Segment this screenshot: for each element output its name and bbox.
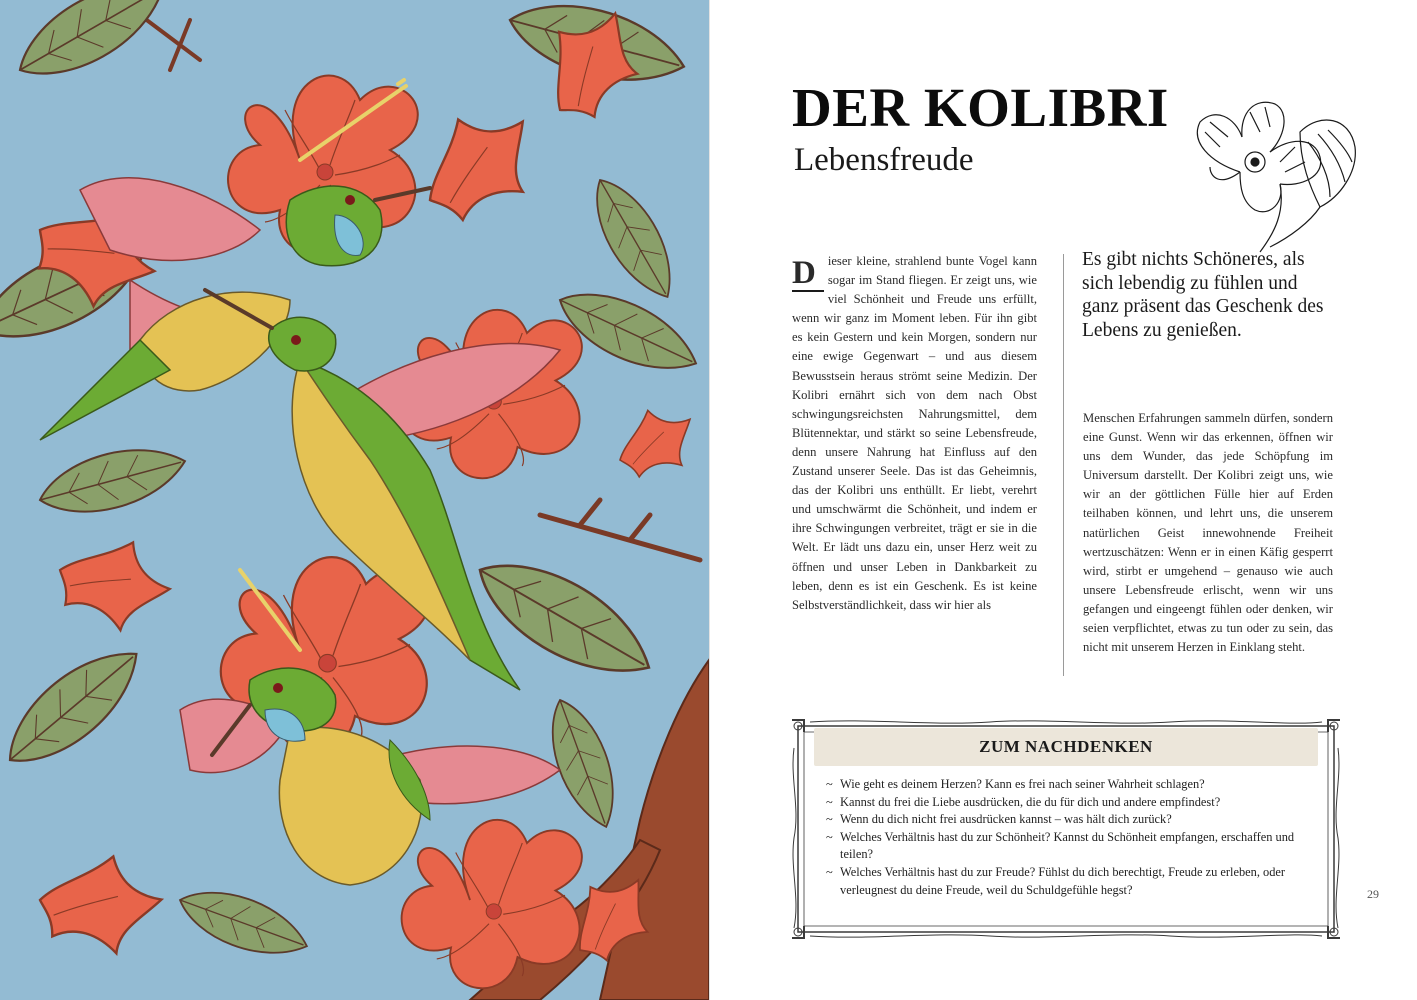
left-column-text: ieser kleine, strahlend bunte Vogel kann sogar im Stand fliegen. Er zeigt uns, wie viel Schönheit und Freude uns erfüllt, wenn wir ganz im Moment leben. Für ihn gibt es kein Gestern und kein Morgen, sondern nur eine ewige Gegenwart – und aus diesem Bewusstsein heraus strömt seine Medizin. Der Kolibri ernährt sich von dem nach Obst schwingungsreichsten Nahrungsmittel, dem Blütennektar, und stärkt so seine Lebensfreude, denn unsere Nahrung hat Einfluss auf den Zustand unserer Seele. Das ist das Geheimnis, das der Kolibri uns enthüllt. Er liebt, verehrt und umschwärmt die Schönheit, und indem er ihre Schwingungen verbreitet, trägt er sie in die Welt. Er lädt uns dazu ein, unser Herz weit zu öffnen und unser Leben in Dankbarkeit zu leben, denn es ist ein Geschenk. Es ist keine Selbstverständlichkeit, dass wir hier als [792,254,1037,612]
reflection-box [790,718,1342,940]
list-item: ~ Wenn du dich nicht frei ausdrücken kannst – was hält dich zurück? [826,811,1296,829]
body-text-right-column: Menschen Erfahrungen sammeln dürfen, sondern eine Gunst. Wenn wir das erkennen, öffnen wir uns dem Wunder, das jede Schöpfung im Universum darstellt. Der Kolibri zeigt uns, wie wir an der göttlichen Fülle hier auf Erden teilhaben können, und lehrt uns, die unserem natürlichen Geist innewohnende Freiheit wertzuschätzen: Wenn er in einen Käfig gesperrt wird, stirbt er umgehend – genauso wie auch unsere Lebensfreude erlischt, wenn wir uns gefangen und eingeengt fühlen oder denken, wir seien verpflichtet, etwas zu tun oder zu sein, das nicht mit unserem Herzen in Einklang steht. [1083,411,1333,655]
page-number: 29 [1367,887,1379,901]
pull-quote: Es gibt nichts Schöneres, als sich lebendig zu fühlen und ganz präsent das Geschenk des Lebens zu genießen. [1082,249,1324,342]
list-item: ~ Welches Verhältnis hast du zur Freude? Fühlst du dich berechtigt, Freude zu erleben, oder verleugnest du deine Freude, weil du Schuldgefühle hegst? [826,864,1296,899]
column-divider [1063,254,1064,676]
reflection-title: ZUM NACHDENKEN [979,737,1153,756]
page-gutter [709,0,710,1000]
list-item: ~ Welches Verhältnis hast du zur Schönheit? Kannst du Schönheit empfangen, erschaffen und teilen? [826,829,1296,864]
reflection-questions [826,776,1296,899]
dropcap: D [792,252,824,292]
page-subtitle: Lebensfreude [794,142,974,178]
list-item: ~ Wie geht es deinem Herzen? Kann es frei nach seiner Wahrheit schlagen? [826,776,1296,794]
page-title: DER KOLIBRI [792,77,1169,138]
reflection-header [814,728,1318,766]
flower-sketch-icon [1180,92,1370,254]
list-item: ~ Kannst du frei die Liebe ausdrücken, die du für dich und andere empfindest? [826,794,1296,812]
body-text-left-column [792,252,1037,615]
